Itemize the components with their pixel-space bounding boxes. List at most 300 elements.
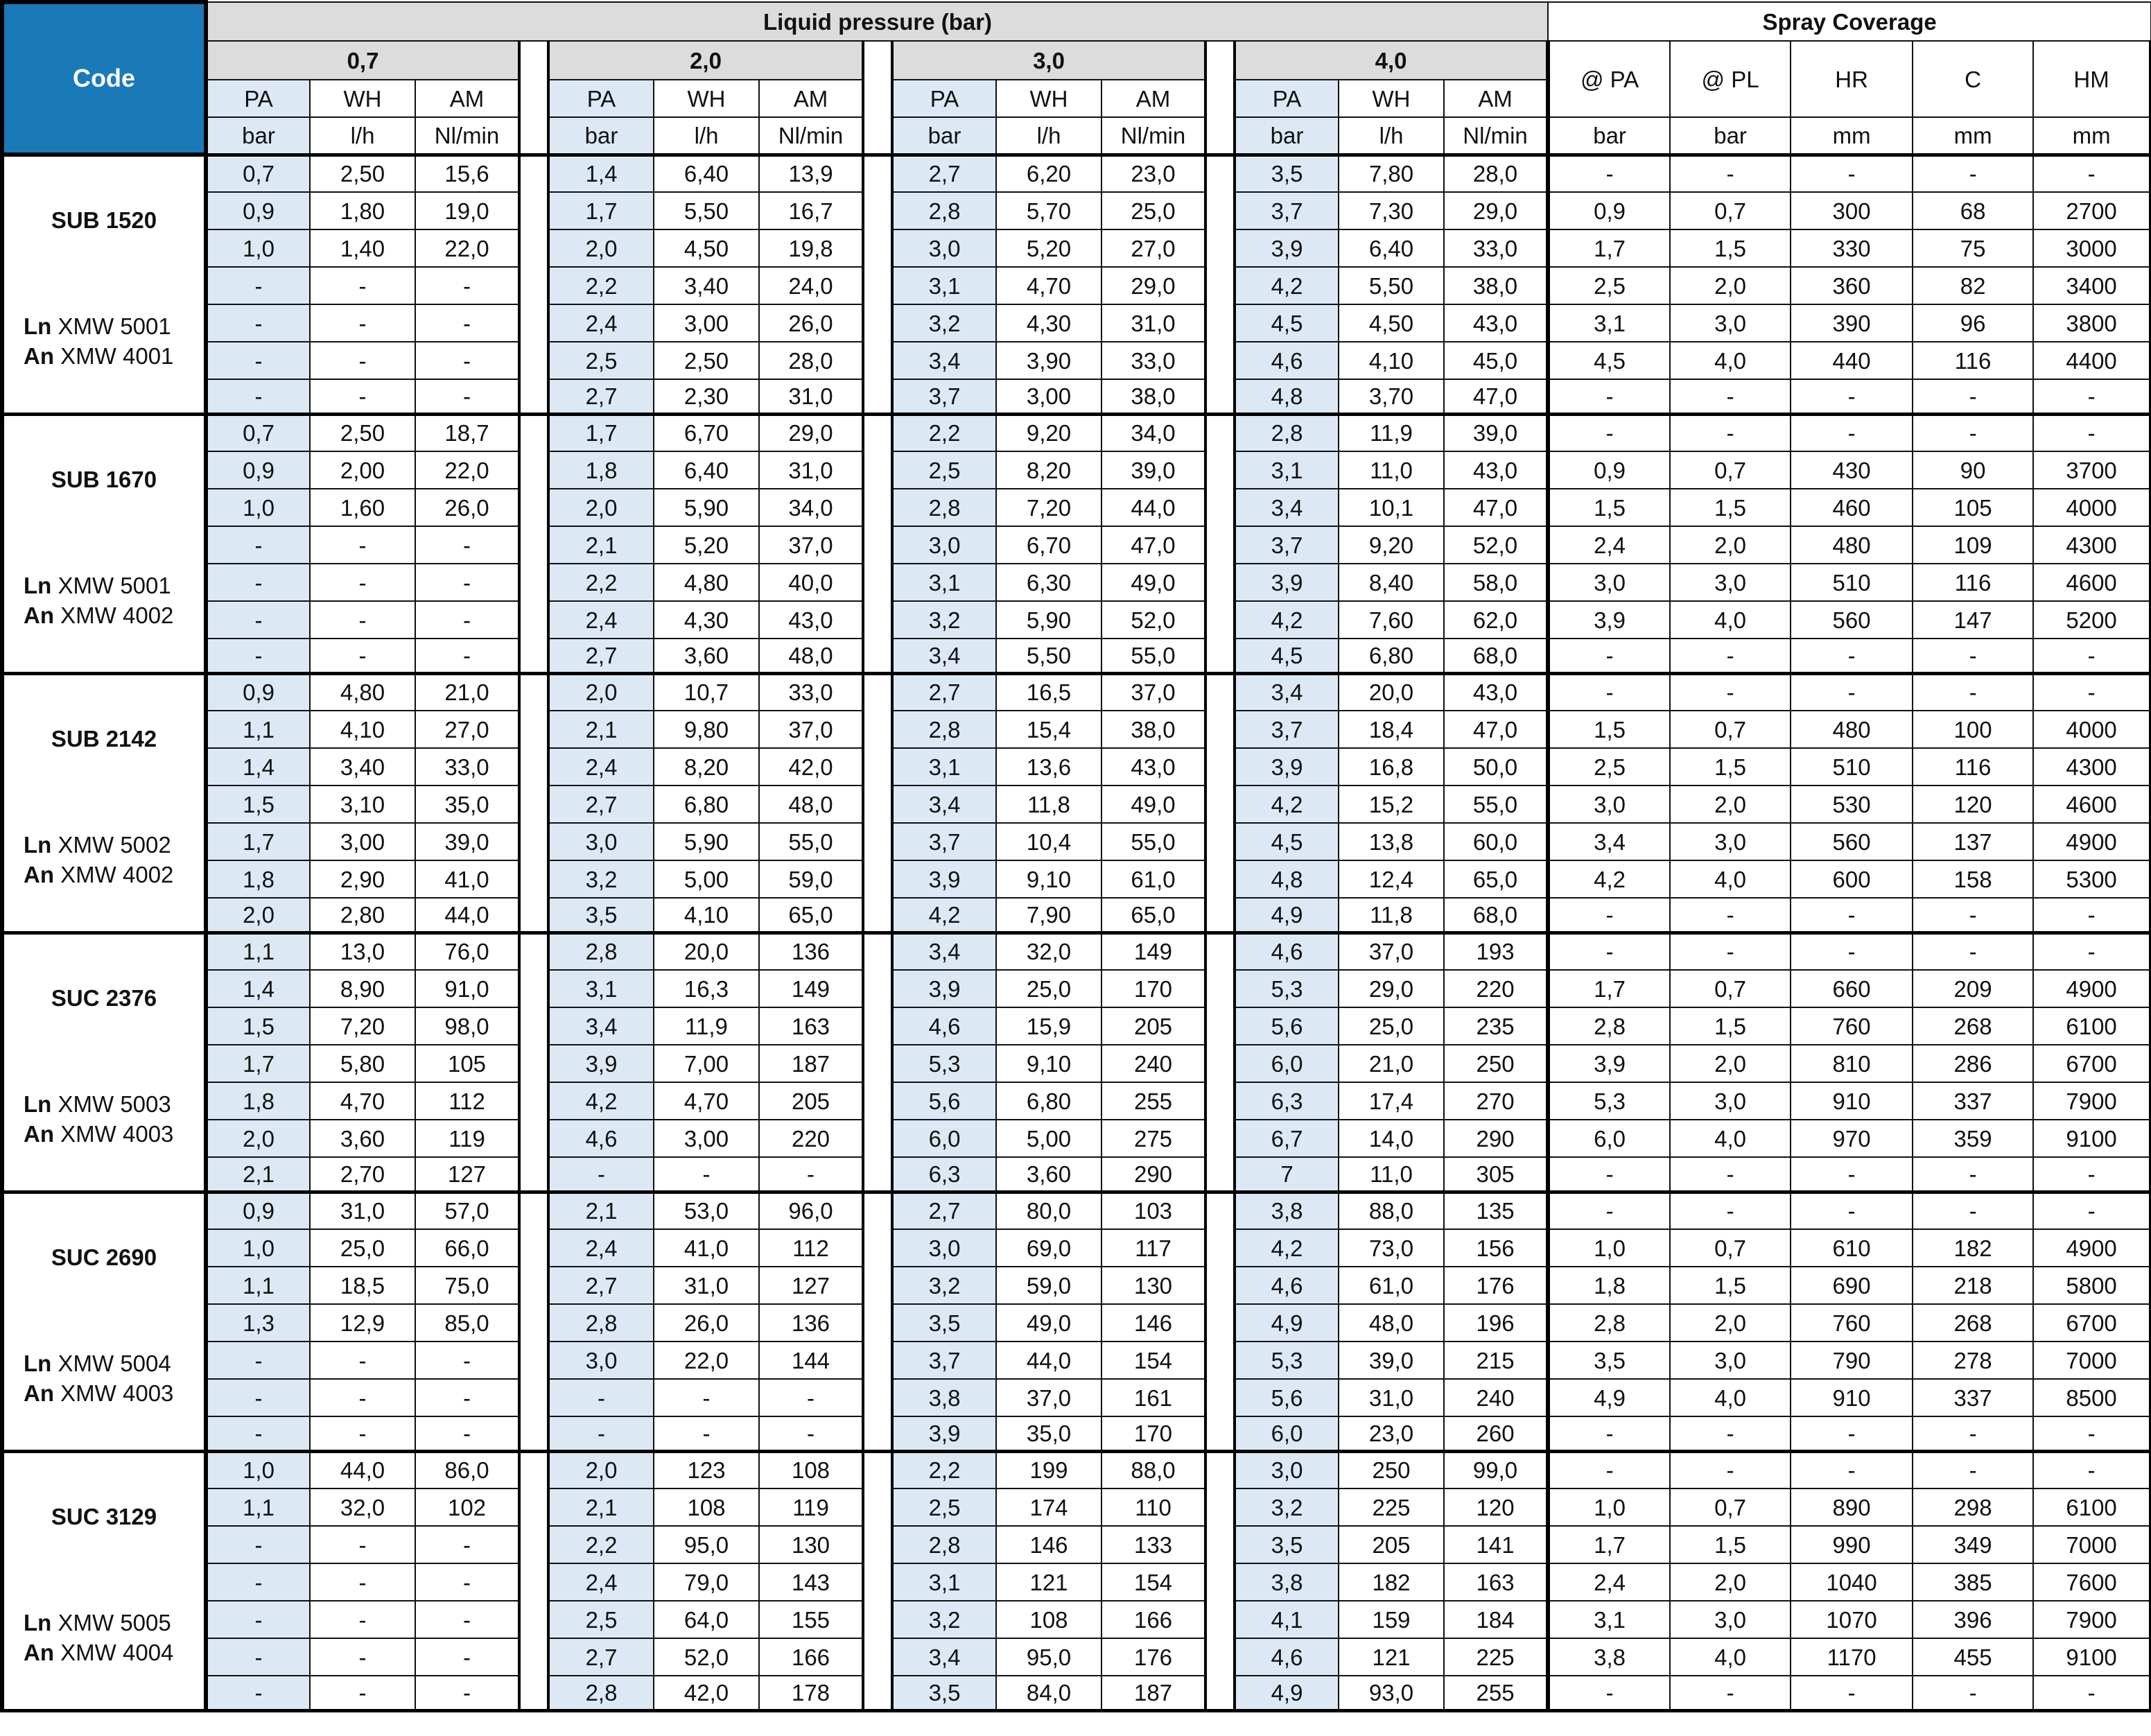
column-spacer (519, 1192, 548, 1451)
table-cell: 3400 (2033, 267, 2151, 304)
table-cell: 3,4 (892, 342, 996, 379)
table-cell: 1,4 (548, 155, 654, 192)
table-cell: 44,0 (310, 1451, 415, 1488)
table-cell: 4,2 (1235, 1229, 1339, 1267)
table-cell: 4,10 (310, 711, 415, 748)
table-cell: 4,8 (1235, 860, 1339, 898)
table-cell: 3,1 (892, 564, 996, 601)
table-cell: 3,4 (548, 1007, 654, 1045)
table-cell: 0,7 (1670, 1229, 1791, 1267)
table-cell: 2,4 (548, 601, 654, 639)
column-spacer (1205, 1192, 1235, 1451)
table-cell: 1,40 (310, 229, 415, 267)
table-cell: 28,0 (759, 342, 863, 379)
table-cell: 199 (996, 1451, 1101, 1488)
table-cell: - (1913, 639, 2033, 673)
table-cell: 1,7 (1548, 970, 1670, 1007)
table-cell: - (415, 267, 519, 304)
table-cell: 2,4 (548, 748, 654, 785)
sub-col-header: AM (1444, 80, 1548, 117)
table-cell: 121 (996, 1563, 1101, 1601)
table-cell: 560 (1791, 823, 1913, 860)
column-spacer (1205, 414, 1235, 673)
table-cell: 31,0 (1339, 1379, 1444, 1416)
table-cell: 187 (759, 1045, 863, 1082)
an-reference (4, 342, 204, 369)
table-cell: - (415, 379, 519, 414)
table-cell: - (206, 564, 310, 601)
table-cell: - (206, 304, 310, 342)
table-cell: 102 (415, 1488, 519, 1526)
table-cell: 278 (1913, 1342, 2033, 1379)
table-cell: 4,30 (654, 601, 759, 639)
table-cell: 37,0 (996, 1379, 1101, 1416)
table-row (2, 1379, 2151, 1416)
ln-value: XMW 5002 (58, 831, 171, 858)
table-cell: 3,9 (1235, 564, 1339, 601)
table-cell: 455 (1913, 1638, 2033, 1676)
table-cell: - (1791, 1676, 1913, 1710)
table-cell: 4,2 (1548, 860, 1670, 898)
table-cell: 121 (1339, 1638, 1444, 1676)
table-cell: - (548, 1379, 654, 1416)
table-cell: - (548, 1157, 654, 1192)
ln-prefix: Ln (24, 1091, 52, 1117)
table-cell: 20,0 (654, 932, 759, 970)
table-row (2, 1007, 2151, 1045)
table-cell: 3,2 (1235, 1488, 1339, 1526)
table-cell: - (415, 1601, 519, 1638)
table-cell: 33,0 (1101, 342, 1205, 379)
table-cell: 3,5 (1235, 1526, 1339, 1563)
table-cell: 6,3 (892, 1157, 996, 1192)
table-cell: 7000 (2033, 1342, 2151, 1379)
table-cell: 3,2 (548, 860, 654, 898)
table-cell: 3,7 (892, 823, 996, 860)
table-cell: 6,40 (1339, 229, 1444, 267)
table-cell: 4,9 (1235, 898, 1339, 932)
an-prefix: An (24, 1120, 54, 1147)
product-code-cell (2, 932, 206, 1192)
table-cell: 2,2 (548, 1526, 654, 1563)
table-row (2, 639, 2151, 673)
table-cell: 2,8 (892, 1526, 996, 1563)
table-cell: 4,2 (1235, 785, 1339, 823)
table-cell: 2700 (2033, 192, 2151, 229)
table-cell: - (1791, 379, 1913, 414)
table-cell: - (1791, 1157, 1913, 1192)
table-cell: 298 (1913, 1488, 2033, 1526)
table-cell: 660 (1791, 970, 1913, 1007)
table-cell: 3000 (2033, 229, 2151, 267)
table-cell: - (1548, 1451, 1670, 1488)
table-cell: 2,80 (310, 898, 415, 932)
table-cell: 43,0 (759, 601, 863, 639)
table-cell: 4,50 (654, 229, 759, 267)
product-code: SUB 1670 (51, 466, 157, 492)
unit-header: l/h (310, 117, 415, 155)
table-cell: 42,0 (759, 748, 863, 785)
table-cell: 1,5 (1670, 1007, 1791, 1045)
table-cell: 440 (1791, 342, 1913, 379)
table-cell: 3,7 (1235, 711, 1339, 748)
table-cell: 2,0 (548, 673, 654, 711)
table-cell: 3,0 (1670, 564, 1791, 601)
table-cell: 3,9 (1548, 601, 1670, 639)
table-cell: 1,8 (1548, 1267, 1670, 1304)
table-cell: 19,0 (415, 192, 519, 229)
table-cell: 2,7 (892, 673, 996, 711)
sub-col-header: AM (759, 80, 863, 117)
table-cell: 4,70 (996, 267, 1101, 304)
table-cell: 2,1 (206, 1157, 310, 1192)
table-cell: 610 (1791, 1229, 1913, 1267)
table-cell: 108 (654, 1488, 759, 1526)
table-cell: 133 (1101, 1526, 1205, 1563)
an-value: XMW 4004 (60, 1639, 174, 1665)
table-cell: - (1548, 1192, 1670, 1229)
table-cell: 3,1 (1235, 451, 1339, 489)
column-spacer (1205, 41, 1235, 155)
an-value: XMW 4001 (60, 342, 174, 369)
table-cell: 2,8 (1548, 1304, 1670, 1342)
table-cell: 990 (1791, 1526, 1913, 1563)
table-cell: - (415, 1379, 519, 1416)
table-cell: 48,0 (1339, 1304, 1444, 1342)
ln-reference (4, 1352, 204, 1375)
table-cell: 4900 (2033, 823, 2151, 860)
table-cell: 4,5 (1235, 823, 1339, 860)
table-row (2, 1192, 2151, 1229)
table-cell: - (1791, 673, 1913, 711)
table-cell: 480 (1791, 526, 1913, 564)
table-cell: 330 (1791, 229, 1913, 267)
table-cell: 96,0 (759, 1192, 863, 1229)
table-cell: 0,7 (1670, 970, 1791, 1007)
table-cell: - (1548, 932, 1670, 970)
table-cell: 10,1 (1339, 489, 1444, 526)
table-cell: 105 (415, 1045, 519, 1082)
table-cell: 7,20 (310, 1007, 415, 1045)
table-cell: 2,5 (1548, 748, 1670, 785)
table-cell: 1,0 (206, 489, 310, 526)
table-cell: 37,0 (1101, 673, 1205, 711)
table-cell: 1,7 (206, 823, 310, 860)
table-cell: 120 (1913, 785, 2033, 823)
table-cell: - (1791, 1416, 1913, 1451)
table-cell: 37,0 (759, 711, 863, 748)
table-cell: 68,0 (1444, 898, 1548, 932)
table-cell: - (415, 601, 519, 639)
table-cell: 50,0 (1444, 748, 1548, 785)
table-cell: 1,5 (1670, 229, 1791, 267)
table-row (2, 932, 2151, 970)
table-cell: 9,10 (996, 860, 1101, 898)
table-cell: 130 (1101, 1267, 1205, 1304)
table-cell: 1,5 (1548, 711, 1670, 748)
table-cell: 760 (1791, 1007, 1913, 1045)
table-cell: 2,5 (548, 342, 654, 379)
table-cell: 3,1 (892, 748, 996, 785)
table-cell: 3,0 (1670, 304, 1791, 342)
table-cell: 3700 (2033, 451, 2151, 489)
sub-col-header: WH (310, 80, 415, 117)
table-cell: 16,8 (1339, 748, 1444, 785)
table-row (2, 673, 2151, 711)
table-cell: 2,7 (548, 1267, 654, 1304)
table-cell: 154 (1101, 1342, 1205, 1379)
table-cell: 123 (654, 1451, 759, 1488)
table-row (2, 860, 2151, 898)
table-cell: - (206, 601, 310, 639)
table-cell: - (1913, 898, 2033, 932)
table-cell: 47,0 (1444, 489, 1548, 526)
table-cell: 3,9 (1235, 748, 1339, 785)
table-cell: - (310, 267, 415, 304)
table-cell: 31,0 (1101, 304, 1205, 342)
table-cell: - (206, 267, 310, 304)
table-cell: 10,4 (996, 823, 1101, 860)
table-cell: - (2033, 1676, 2151, 1710)
table-cell: 3,0 (892, 1229, 996, 1267)
table-row (2, 1563, 2151, 1601)
table-cell: 3,1 (1548, 1601, 1670, 1638)
table-cell: 5,3 (1235, 1342, 1339, 1379)
table-cell: 4,2 (1235, 601, 1339, 639)
table-cell: - (2033, 1416, 2151, 1451)
table-cell: 3,9 (892, 970, 996, 1007)
table-cell: 2,7 (548, 379, 654, 414)
an-value: XMW 4003 (60, 1120, 174, 1147)
table-cell: 2,7 (892, 155, 996, 192)
product-code-cell (2, 155, 206, 414)
table-cell: 255 (1444, 1676, 1548, 1710)
table-row (2, 451, 2151, 489)
table-cell: 250 (1444, 1045, 1548, 1082)
table-cell: - (310, 1342, 415, 1379)
table-cell: - (206, 1601, 310, 1638)
table-row (2, 1638, 2151, 1676)
an-reference (4, 604, 204, 627)
table-cell: 112 (759, 1229, 863, 1267)
table-cell: - (2033, 414, 2151, 451)
table-cell: 2,0 (1670, 785, 1791, 823)
table-cell: - (1791, 1451, 1913, 1488)
table-cell: 25,0 (1101, 192, 1205, 229)
table-cell: 11,0 (1339, 451, 1444, 489)
table-cell: 3,0 (1670, 1082, 1791, 1120)
table-cell: 1,4 (206, 748, 310, 785)
table-cell: 12,4 (1339, 860, 1444, 898)
table-cell: 4,2 (892, 898, 996, 932)
table-cell: 174 (996, 1488, 1101, 1526)
table-cell: 1,0 (1548, 1488, 1670, 1526)
table-cell: 3,0 (1670, 1601, 1791, 1638)
table-cell: - (1548, 1676, 1670, 1710)
table-cell: - (310, 342, 415, 379)
table-cell: 127 (415, 1157, 519, 1192)
table-cell: 85,0 (415, 1304, 519, 1342)
table-cell: 6100 (2033, 1007, 2151, 1045)
table-cell: 300 (1791, 192, 1913, 229)
table-cell: 2,0 (548, 1451, 654, 1488)
table-cell: 35,0 (996, 1416, 1101, 1451)
an-value: XMW 4002 (60, 861, 174, 887)
table-cell: 2,2 (548, 267, 654, 304)
table-cell: - (548, 1416, 654, 1451)
table-cell: 2,1 (548, 526, 654, 564)
table-cell: 39,0 (1444, 414, 1548, 451)
table-cell: 3,9 (1548, 1045, 1670, 1082)
table-cell: 2,0 (548, 489, 654, 526)
table-cell: 1,8 (206, 1082, 310, 1120)
table-cell: - (2033, 673, 2151, 711)
spray-col-header: C (1913, 41, 2033, 117)
table-cell: 4,0 (1670, 601, 1791, 639)
pressure-group-header: 3,0 (892, 41, 1205, 80)
unit-header: Nl/min (415, 117, 519, 155)
table-cell: 21,0 (1339, 1045, 1444, 1082)
table-cell: - (310, 1601, 415, 1638)
table-cell: 270 (1444, 1082, 1548, 1120)
table-cell: 1,0 (1548, 1229, 1670, 1267)
table-cell: 4600 (2033, 564, 2151, 601)
product-code-cell (2, 1192, 206, 1451)
table-cell: 182 (1339, 1563, 1444, 1601)
table-cell: 31,0 (759, 379, 863, 414)
table-cell: 1,8 (548, 451, 654, 489)
pressure-group-header: 0,7 (206, 41, 519, 80)
spray-coverage-header: Spray Coverage (1548, 2, 2151, 41)
table-cell: 0,7 (1670, 1488, 1791, 1526)
table-cell: 3,00 (654, 304, 759, 342)
table-cell: 27,0 (415, 711, 519, 748)
table-cell: 5,90 (996, 601, 1101, 639)
table-cell: - (1670, 1192, 1791, 1229)
table-cell: 3,0 (548, 1342, 654, 1379)
table-cell: 385 (1913, 1563, 2033, 1601)
table-cell: 3,4 (1235, 489, 1339, 526)
table-cell: 1,1 (206, 1488, 310, 1526)
table-cell: 7,90 (996, 898, 1101, 932)
table-cell: 146 (996, 1526, 1101, 1563)
table-cell: 2,8 (1548, 1007, 1670, 1045)
table-row (2, 229, 2151, 267)
table-cell: - (1670, 414, 1791, 451)
pressure-group-header: 2,0 (548, 41, 863, 80)
table-cell: 3,00 (654, 1120, 759, 1157)
table-cell: 5,70 (996, 192, 1101, 229)
table-cell: 25,0 (310, 1229, 415, 1267)
table-cell: 480 (1791, 711, 1913, 748)
table-cell: 225 (1339, 1488, 1444, 1526)
table-cell: - (1670, 1416, 1791, 1451)
table-cell: 116 (1913, 564, 2033, 601)
table-cell: 5,6 (1235, 1007, 1339, 1045)
table-cell: - (310, 379, 415, 414)
table-cell: 1,8 (206, 860, 310, 898)
table-cell: - (759, 1416, 863, 1451)
sub-col-header: AM (415, 80, 519, 117)
ln-value: XMW 5004 (58, 1350, 171, 1376)
table-cell: 11,9 (654, 1007, 759, 1045)
table-cell: 11,0 (1339, 1157, 1444, 1192)
table-cell: 60,0 (1444, 823, 1548, 860)
table-cell: 3,8 (1235, 1192, 1339, 1229)
table-cell: 11,9 (1339, 414, 1444, 451)
table-cell: 52,0 (1101, 601, 1205, 639)
column-spacer (863, 41, 892, 155)
table-cell: 6,0 (1548, 1120, 1670, 1157)
table-cell: 0,7 (206, 414, 310, 451)
an-reference (4, 1641, 204, 1664)
table-cell: 910 (1791, 1379, 1913, 1416)
table-cell: 2,4 (548, 1563, 654, 1601)
table-cell: 1,7 (548, 192, 654, 229)
table-cell: - (1670, 673, 1791, 711)
ln-prefix: Ln (24, 1350, 52, 1376)
table-cell: 0,7 (1670, 451, 1791, 489)
table-cell: 0,7 (206, 155, 310, 192)
sub-col-header: WH (1339, 80, 1444, 117)
table-cell: 18,7 (415, 414, 519, 451)
table-cell: - (2033, 379, 2151, 414)
table-cell: 73,0 (1339, 1229, 1444, 1267)
table-cell: - (1670, 1676, 1791, 1710)
table-cell: 1,7 (548, 414, 654, 451)
table-cell: - (310, 304, 415, 342)
table-cell: 5,00 (654, 860, 759, 898)
table-cell: 7600 (2033, 1563, 2151, 1601)
table-cell: 560 (1791, 601, 1913, 639)
table-cell: 25,0 (996, 970, 1101, 1007)
table-cell: - (1791, 639, 1913, 673)
column-spacer (863, 932, 892, 1192)
table-cell: 88,0 (1101, 1451, 1205, 1488)
table-cell: 136 (759, 932, 863, 970)
table-cell: 510 (1791, 564, 1913, 601)
table-cell: 2,2 (892, 414, 996, 451)
table-cell: - (310, 1563, 415, 1601)
table-cell: - (415, 564, 519, 601)
table-cell: 3,90 (996, 342, 1101, 379)
spray-unit-header: mm (1913, 117, 2033, 155)
table-cell: 58,0 (1444, 564, 1548, 601)
table-cell: 32,0 (310, 1488, 415, 1526)
table-cell: 55,0 (759, 823, 863, 860)
table-cell: 120 (1444, 1488, 1548, 1526)
table-cell: 3,0 (1670, 823, 1791, 860)
table-cell: - (415, 1526, 519, 1563)
table-row (2, 970, 2151, 1007)
table-cell: 11,8 (996, 785, 1101, 823)
table-cell: 1,0 (206, 1451, 310, 1488)
table-cell: 6700 (2033, 1045, 2151, 1082)
table-cell: - (206, 1526, 310, 1563)
table-cell: 360 (1791, 267, 1913, 304)
table-cell: 100 (1913, 711, 2033, 748)
table-row (2, 564, 2151, 601)
table-cell: 3,7 (892, 1342, 996, 1379)
table-cell: 510 (1791, 748, 1913, 785)
table-cell: 2,50 (654, 342, 759, 379)
table-cell: 4,70 (654, 1082, 759, 1120)
table-cell: 0,9 (1548, 192, 1670, 229)
table-row (2, 785, 2151, 823)
table-cell: 7900 (2033, 1601, 2151, 1638)
table-cell: 4,0 (1670, 1638, 1791, 1676)
table-row (2, 1120, 2151, 1157)
